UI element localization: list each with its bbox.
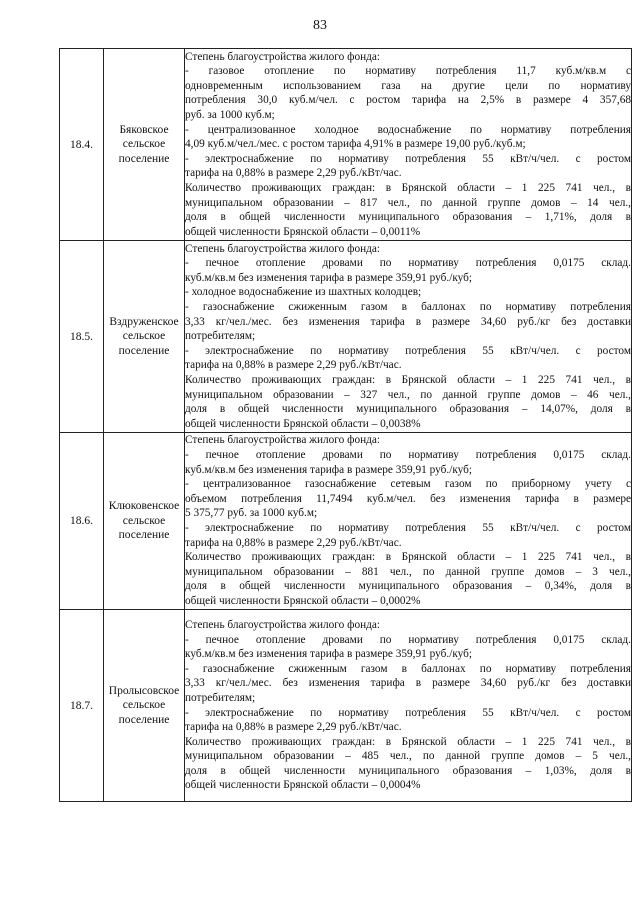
table-row xyxy=(60,241,632,433)
table-row xyxy=(60,433,632,610)
table-row xyxy=(60,610,632,802)
description-line: объемом потребления 11,7494 куб.м/чел. без изменения тарифа в размере xyxy=(185,492,631,505)
description-line: - электроснабжение по нормативу потребления 55 кВт/ч/чел. с ростом xyxy=(185,344,631,357)
description-line: Степень благоустройства жилого фонда: xyxy=(185,50,381,63)
settlement-name-line: поселение xyxy=(118,529,170,542)
description-line: тарифа на 0,88% в размере 2,29 руб./кВт/час. xyxy=(185,721,402,734)
description-line: 5 375,77 руб. за 1000 куб.м; xyxy=(185,507,318,520)
description-line: 3,33 кг/чел./мес. без изменения тарифа в размере 34,60 руб./кг без доставки xyxy=(185,315,631,328)
description-line: доля в общей численности муниципального образования – 1,03%, доля в xyxy=(185,764,631,777)
settlement-name-line: Бяковское xyxy=(119,123,169,136)
description-line: общей численности Брянской области – 0,0011% xyxy=(185,225,421,238)
description-line: куб.м/кв.м без изменения тарифа в размере 359,91 руб./куб; xyxy=(185,648,473,661)
description-line: - централизованное газоснабжение сетевым газом по приборному учету с xyxy=(185,478,631,491)
description-line: общей численности Брянской области – 0,0004% xyxy=(185,779,421,792)
description-line: - газовое отопление по нормативу потребления 11,7 куб.м/кв.м с xyxy=(185,65,631,78)
description-line: - печное отопление дровами по нормативу потребления 0,0175 склад. xyxy=(185,633,631,646)
description-line: - электроснабжение по нормативу потребления 55 кВт/ч/чел. с ростом xyxy=(185,522,631,534)
description-line: тарифа на 0,88% в размере 2,29 руб./кВт/час. xyxy=(185,536,402,549)
description-line: - печное отопление дровами по нормативу потребления 0,0175 склад. xyxy=(185,257,631,270)
description-line: - газоснабжение сжиженным газом в баллонах по нормативу потребления xyxy=(185,301,631,314)
description-line: - централизованное холодное водоснабжение по нормативу потребления xyxy=(185,123,631,136)
page-number: 83 xyxy=(313,18,327,33)
settlement-name-line: поселение xyxy=(118,152,170,165)
description-line: Количество проживающих граждан: в Брянской области – 1 225 741 чел., в xyxy=(185,373,631,386)
description-line: тарифа на 0,88% в размере 2,29 руб./кВт/час. xyxy=(185,167,402,180)
description-line: Количество проживающих граждан: в Брянской области – 1 225 741 чел., в xyxy=(185,181,631,194)
description-line: муниципальном образовании – 881 чел., по данной группе домов – 3 чел., xyxy=(185,565,631,578)
description-line: потребителям; xyxy=(185,330,256,343)
description-line: потребления 30,0 куб.м/чел. с ростом тарифа на 2,5% в размере 4 357,68 xyxy=(185,94,631,107)
description-line: Степень благоустройства жилого фонда: xyxy=(185,618,381,631)
description-line: - электроснабжение по нормативу потребления 55 кВт/ч/чел. с ростом xyxy=(185,706,631,719)
description-line: муниципальном образовании – 485 чел., по данной группе домов – 5 чел., xyxy=(185,750,631,763)
settlement-name-line: Вздруженское xyxy=(109,315,179,328)
settlement-description xyxy=(185,241,632,433)
description-line: 3,33 кг/чел./мес. без изменения тарифа в размере 34,60 руб./кг без доставки xyxy=(185,677,631,690)
settlement-description xyxy=(185,610,632,802)
description-line: Степень благоустройства жилого фонда: xyxy=(185,434,381,447)
description-line: куб.м/кв.м без изменения тарифа в размере 359,91 руб./куб; xyxy=(185,463,473,476)
description-line: - газоснабжение сжиженным газом в баллонах по нормативу потребления xyxy=(185,662,631,675)
settlement-name-line: Клюковенское xyxy=(108,500,180,513)
description-line: потребителям; xyxy=(185,691,256,704)
description-line: Степень благоустройства жилого фонда: xyxy=(185,242,381,255)
description-line: одновременным использованием газа на другие цели по нормативу xyxy=(185,79,631,92)
description-line: тарифа на 0,88% в размере 2,29 руб./кВт/час. xyxy=(185,359,402,372)
settlement-name-line: поселение xyxy=(118,344,170,357)
description-line: общей численности Брянской области – 0,0002% xyxy=(185,594,421,607)
description-line: Количество проживающих граждан: в Брянской области – 1 225 741 чел., в xyxy=(185,551,631,564)
settlement-name-line: сельское xyxy=(122,514,166,527)
row-number: 18.5. xyxy=(60,241,104,433)
settlement-description xyxy=(185,49,632,241)
settlements-table xyxy=(59,48,632,802)
description-line: куб.м/кв.м без изменения тарифа в размере 359,91 руб./куб; xyxy=(185,271,473,284)
description-line: муниципальном образовании – 327 чел., по данной группе домов – 46 чел., xyxy=(185,388,631,401)
description-line: - печное отопление дровами по нормативу потребления 0,0175 склад. xyxy=(185,449,631,462)
settlement-name-line: сельское xyxy=(122,138,166,151)
settlement-name-line: сельское xyxy=(122,699,166,712)
settlement-name xyxy=(104,49,185,241)
description-line: общей численности Брянской области – 0,0038% xyxy=(185,417,421,430)
description-line: доля в общей численности муниципального образования – 14,07%, доля в xyxy=(185,403,631,416)
description-line: руб. за 1000 куб.м; xyxy=(185,109,275,122)
settlement-description xyxy=(185,433,632,610)
table-row xyxy=(60,49,632,241)
row-number: 18.7. xyxy=(60,610,104,802)
settlement-name xyxy=(104,610,185,802)
settlement-name-line: Пролысовское xyxy=(108,684,180,697)
description-line: муниципальном образовании – 817 чел., по данной группе домов – 14 чел., xyxy=(185,196,631,209)
settlement-name-line: сельское xyxy=(122,330,166,343)
settlement-name-line: поселение xyxy=(118,713,170,726)
row-number: 18.4. xyxy=(60,49,104,241)
description-line: 4,09 куб.м/чел./мес. с ростом тарифа 4,91% в размере 19,00 руб./куб.м; xyxy=(185,138,526,151)
description-line: - холодное водоснабжение из шахтных колодцев; xyxy=(185,286,422,299)
row-number: 18.6. xyxy=(60,433,104,610)
description-line: - электроснабжение по нормативу потребления 55 кВт/ч/чел. с ростом xyxy=(185,152,631,165)
settlement-name xyxy=(104,433,185,610)
description-line: Количество проживающих граждан: в Брянской области – 1 225 741 чел., в xyxy=(185,735,631,748)
description-line: доля в общей численности муниципального образования – 1,71%, доля в xyxy=(185,211,631,224)
description-line: доля в общей численности муниципального образования – 0,34%, доля в xyxy=(185,580,631,593)
settlement-name xyxy=(104,241,185,433)
